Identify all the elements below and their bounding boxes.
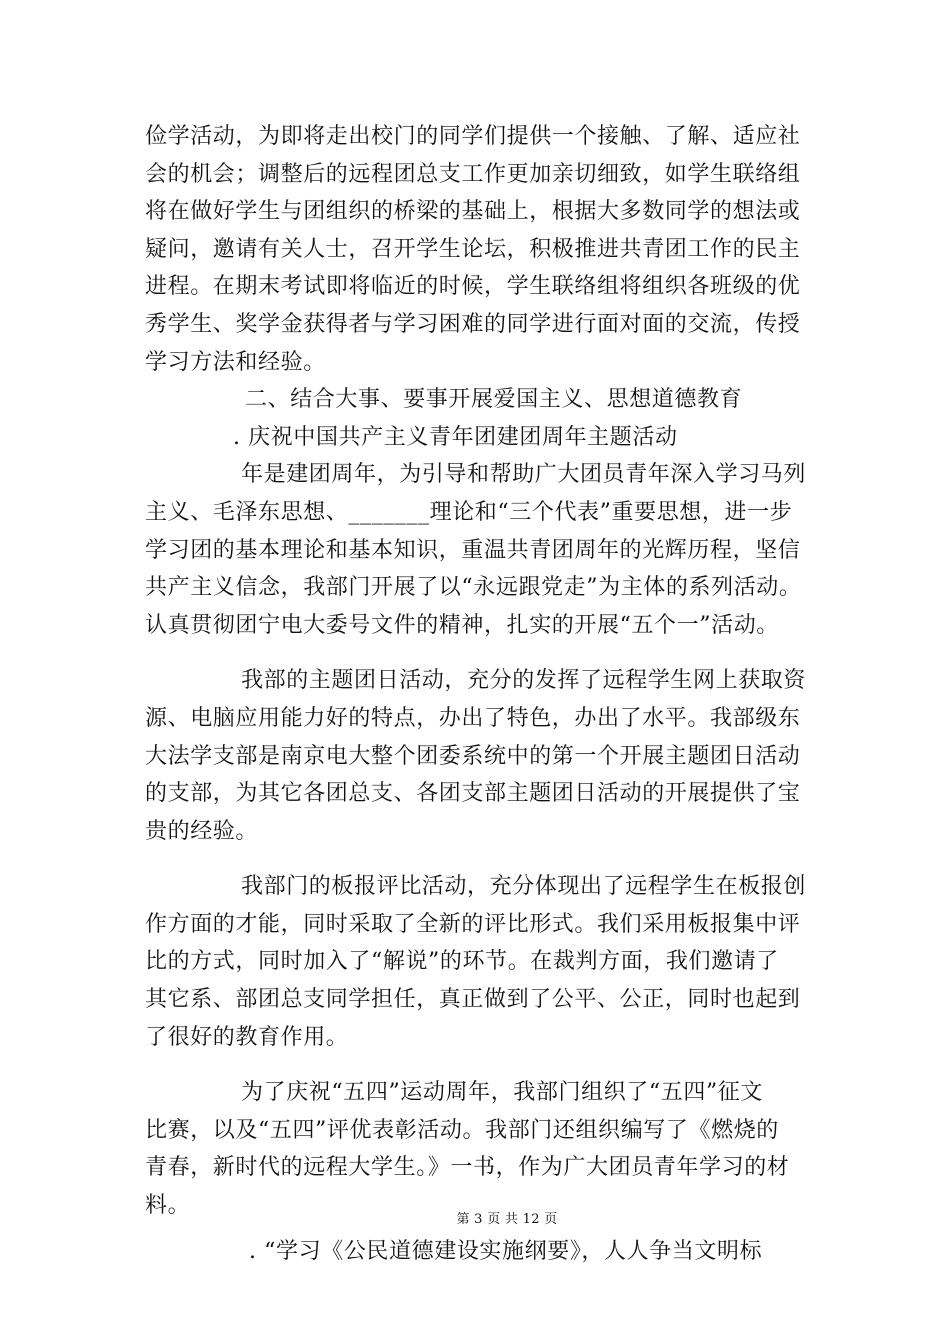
text-line: 了很好的教育作用。 — [145, 1024, 349, 1050]
section-heading: 二、结合大事、要事开展爱国主义、思想道德教育 — [245, 387, 743, 413]
text-line: 年是建团周年，为引导和帮助广大团员青年深入学习马列 — [241, 462, 807, 488]
text-line: 大法学支部是南京电大整个团委系统中的第一个开展主题团日活动 — [145, 743, 801, 769]
document-body — [145, 118, 815, 1270]
text-line: 共产主义信念，我部门开展了以“永远跟党走”为主体的系列活动。 — [145, 575, 802, 601]
text-line: 作方面的才能，同时采取了全新的评比形式。我们采用板报集中评 — [145, 911, 801, 937]
text-line: 将在做好学生与团组织的桥梁的基础上，根据大多数同学的想法或 — [145, 199, 801, 225]
text-line: 为了庆祝“五四”运动周年，我部门组织了“五四”征文 — [241, 1080, 763, 1106]
text-line: 主义、毛泽东思想、_______理论和“三个代表”重要思想，进一步 — [145, 499, 793, 525]
text-line: 料。 — [145, 1193, 191, 1219]
text-line: 会的机会；调整后的远程团总支工作更加亲切细致，如学生联络组 — [145, 161, 801, 187]
subsection-heading: . 庆祝中国共产主义青年团建团周年主题活动 — [233, 424, 678, 450]
paragraph — [145, 381, 815, 644]
paragraph — [145, 1233, 815, 1271]
text-line: 比的方式，同时加入了“解说”的环节。在裁判方面，我们邀请了 — [145, 949, 779, 975]
paragraph — [145, 868, 815, 1056]
text-line: 认真贯彻团宁电大委号文件的精神，扎实的开展“五个一”活动。 — [145, 612, 779, 638]
text-line: . “学习《公民道德建设实施纲要》，人人争当文明标 — [249, 1238, 763, 1264]
text-line: 疑问，邀请有关人士，召开学生论坛，积极推进共青团工作的民主 — [145, 236, 801, 262]
text-line: 俭学活动，为即将走出校门的同学们提供一个接触、了解、适应社 — [145, 124, 801, 149]
text-line: 的支部，为其它各团总支、各团支部主题团日活动的开展提供了宝 — [145, 781, 801, 807]
text-line: 秀学生、奖学金获得者与学习困难的同学进行面对面的交流，传授 — [145, 311, 801, 337]
text-line: 青春，新时代的远程大学生。》一书，作为广大团员青年学习的材 — [145, 1155, 790, 1181]
page-number-footer: 第 3 页 共 12 页 — [456, 1212, 558, 1227]
paragraph — [145, 118, 815, 381]
text-line: 比赛，以及“五四”评优表彰活动。我部门还组织编写了《燃烧的 — [145, 1117, 779, 1143]
paragraph — [145, 1074, 815, 1224]
paragraph — [145, 662, 815, 850]
text-line: 学习团的基本理论和基本知识，重温共青团周年的光辉历程，坚信 — [145, 537, 801, 563]
text-line: 我部门的板报评比活动，充分体现出了远程学生在板报创 — [241, 874, 807, 900]
text-line: 学习方法和经验。 — [145, 349, 326, 375]
text-line: 我部的主题团日活动，充分的发挥了远程学生网上获取资 — [241, 668, 807, 694]
text-line: 进程。在期末考试即将临近的时候，学生联络组将组织各班级的优 — [145, 274, 801, 300]
text-line: 其它系、部团总支同学担任，真正做到了公平、公正，同时也起到 — [145, 987, 801, 1013]
text-line: 源、电脑应用能力好的特点，办出了特色，办出了水平。我部级东 — [145, 705, 801, 731]
text-line: 贵的经验。 — [145, 818, 259, 844]
